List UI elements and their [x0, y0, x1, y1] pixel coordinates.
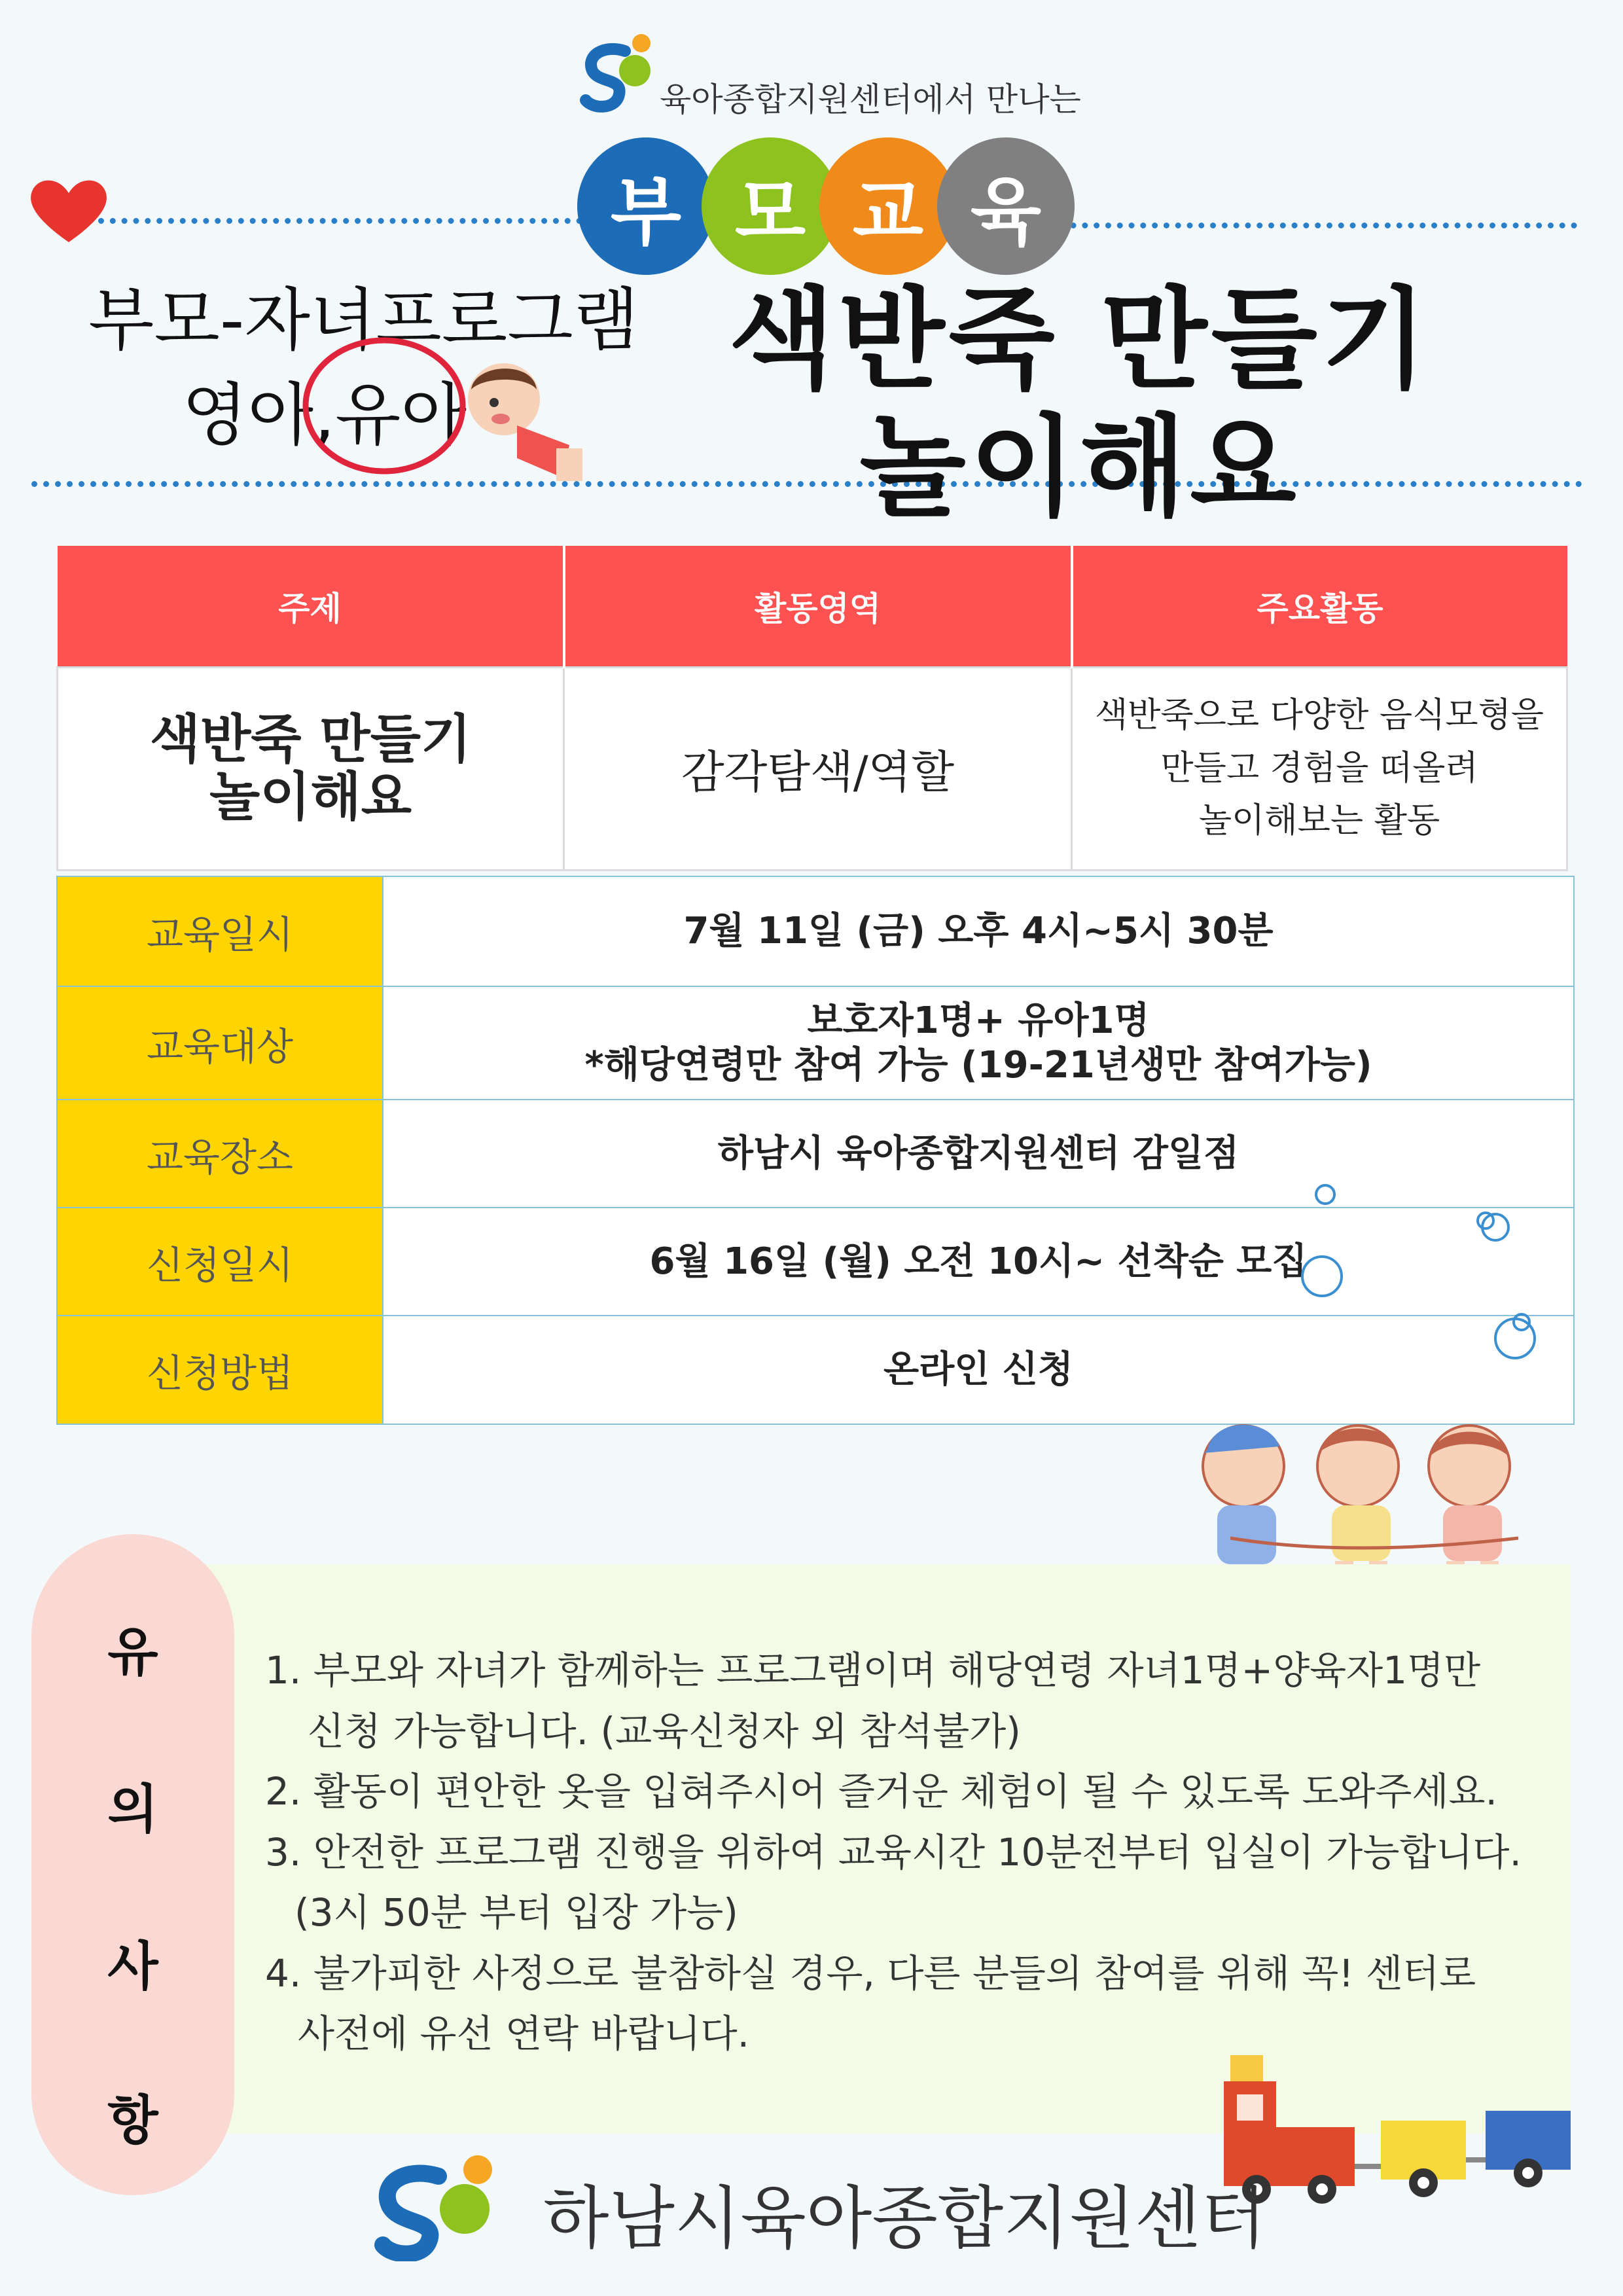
- circle-char-4: 육: [937, 137, 1075, 275]
- detail-value-text: 보호자1명+ 유아1명: [807, 999, 1150, 1043]
- header-activity: 주요활동: [1072, 546, 1567, 667]
- circle-char-2: 모: [702, 137, 839, 275]
- headline-line1: 색반죽 만들기: [728, 276, 1432, 404]
- circle-char-1: 부: [577, 137, 715, 275]
- heart-icon: [23, 170, 115, 249]
- detail-value-text: 온라인 신청: [883, 1348, 1073, 1391]
- divider-top-right: [1047, 223, 1577, 228]
- activity-cell: [1072, 667, 1567, 870]
- note-line-2: 신청 가능합니다. (교육신청자 외 참석불가): [308, 1709, 1021, 1753]
- detail-value-text: 6월 16일 (월) 오전 10시~ 선착순 모집: [649, 1240, 1308, 1283]
- center-logo-icon: [579, 25, 658, 117]
- note-line-5: (3시 50분 부터 입장 가능): [294, 1890, 738, 1935]
- activity-line1: 색반죽으로 다양한 음식모형을: [1094, 696, 1544, 736]
- summary-table: [56, 546, 1568, 871]
- child-illustration-icon: [458, 353, 589, 491]
- detail-value-text: 하남시 육아종합지원센터 감일점: [717, 1132, 1240, 1175]
- header-subtitle: 육아종합지원센터에서 만나는: [660, 81, 1081, 118]
- bubbles-icon: [1270, 1165, 1544, 1374]
- topic-line1: 색반죽 만들기: [149, 709, 472, 770]
- note-line-7: 사전에 유선 연락 바랍니다.: [298, 2011, 750, 2056]
- toy-train-icon: [1217, 2042, 1584, 2212]
- center-logo-footer-icon: [366, 2147, 510, 2261]
- notes-char-2: 의: [107, 1779, 158, 1840]
- red-circle-mark-icon: [298, 331, 471, 481]
- footer-org-name: 하남시육아종합지원센터: [543, 2178, 1267, 2258]
- program-age-line2: 영아,유아: [182, 375, 467, 455]
- activity-line3: 놀이해보는 활동: [1198, 801, 1440, 841]
- headline-line2: 놀이해요: [859, 403, 1300, 531]
- note-line-1: 1. 부모와 자녀가 함께하는 프로그램이며 해당연령 자녀1명+양육자1명만: [265, 1648, 1481, 1693]
- detail-label: 교육대상: [56, 986, 383, 1100]
- detail-label: 신청방법: [56, 1315, 383, 1425]
- detail-value: [383, 986, 1575, 1100]
- note-line-3: 2. 활동이 편안한 옷을 입혀주시어 즐거운 체험이 될 수 있도록 도와주세요.: [265, 1769, 1497, 1814]
- header-area: 활동영역: [564, 546, 1072, 667]
- header-topic: 주제: [58, 546, 564, 667]
- detail-label: 신청일시: [56, 1207, 383, 1316]
- topic-line2: 놀이해요: [209, 766, 412, 827]
- detail-label: 교육장소: [56, 1099, 383, 1208]
- detail-row-date: [56, 876, 1575, 987]
- detail-row-target: [56, 986, 1575, 1100]
- detail-value-note: *해당연령만 참여 가능 (19-21년생만 참여가능): [584, 1043, 1372, 1086]
- divider-top-left: [98, 218, 582, 224]
- detail-value: [383, 876, 1575, 987]
- area-cell: 감각탐색/역할: [564, 667, 1072, 870]
- detail-label: 교육일시: [56, 876, 383, 987]
- program-type-line1: 부모-자녀프로그램: [88, 280, 639, 360]
- activity-line2: 만들고 경험을 떠올려: [1160, 748, 1478, 788]
- notes-char-4: 항: [107, 2090, 158, 2151]
- note-line-6: 4. 불가피한 사정으로 불참하실 경우, 다른 분들의 참여를 위해 꼭! 센터로: [265, 1951, 1476, 1996]
- notes-char-3: 사: [107, 1936, 158, 1997]
- note-line-4: 3. 안전한 프로그램 진행을 위하여 교육시간 10분전부터 입실이 가능합니다.: [265, 1830, 1522, 1874]
- circle-char-3: 교: [819, 137, 957, 275]
- topic-cell: [58, 667, 564, 870]
- detail-value-text: 7월 11일 (금) 오후 4시~5시 30분: [683, 910, 1274, 953]
- notes-char-1: 유: [107, 1622, 158, 1683]
